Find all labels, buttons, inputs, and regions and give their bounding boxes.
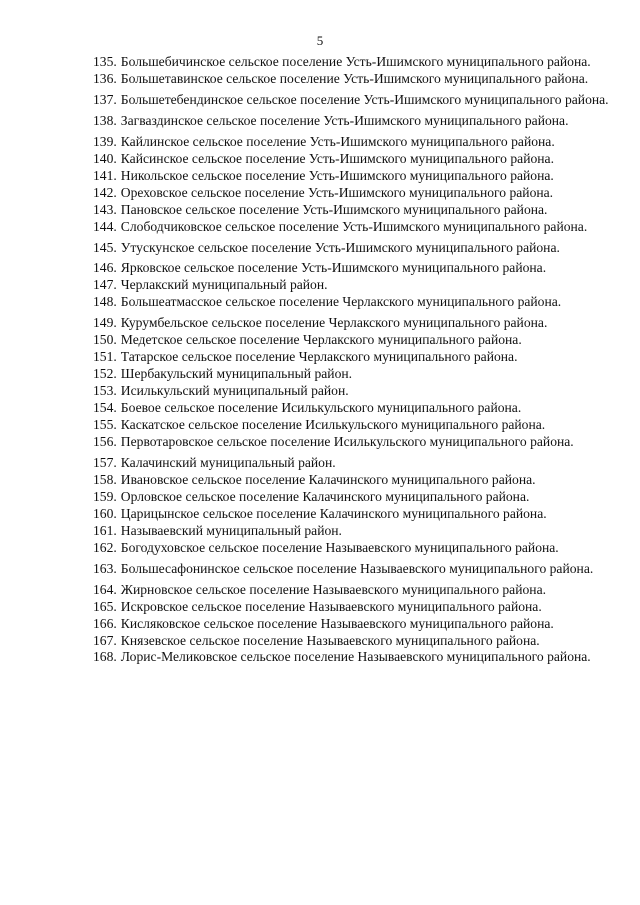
list-item: [57, 649, 613, 666]
list-item: [57, 260, 613, 277]
item-text: Ярковское сельское поселение Усть-Ишимского муниципального района.: [120, 260, 547, 276]
item-text: Утускунское сельское поселение Усть-Ишимского муниципального района.: [120, 239, 560, 255]
item-number: 153.: [93, 383, 117, 399]
list-item: [57, 472, 613, 489]
item-number: 166.: [93, 615, 117, 631]
item-number: 136.: [93, 70, 117, 86]
list-item: [57, 582, 613, 599]
item-text: Боевое сельское поселение Исилькульского муниципального района.: [120, 400, 522, 416]
list-item: [57, 349, 613, 366]
list-item: [57, 315, 613, 332]
item-text: Князевское сельское поселение Называевского муниципального района.: [120, 632, 540, 648]
list-item: [57, 113, 613, 130]
item-text: Исилькульский муниципальный район.: [120, 383, 349, 399]
item-number: 142.: [93, 184, 117, 200]
page-number: 5: [316, 33, 324, 48]
item-text: Кайлинское сельское поселение Усть-Ишимского муниципального района.: [120, 133, 555, 149]
item-text: Никольское сельское поселение Усть-Ишимского муниципального района.: [120, 167, 554, 183]
item-number: 141.: [93, 167, 117, 183]
list-item: [57, 71, 613, 88]
item-text: Ивановское сельское поселение Калачинского муниципального района.: [120, 471, 536, 487]
item-text: Большесафонинское сельское поселение Называевского муниципального района.: [120, 560, 594, 576]
item-text: Искровское сельское поселение Называевского муниципального района.: [120, 598, 542, 614]
list-item: [57, 417, 613, 434]
list-item: [57, 185, 613, 202]
item-text: Большетебендинское сельское поселение Усть-Ишимского муниципального района.: [120, 91, 609, 107]
item-number: 152.: [93, 366, 117, 382]
list-item: [57, 434, 613, 451]
item-text: Большетавинское сельское поселение Усть-Ишимского муниципального района.: [120, 70, 589, 86]
list-item: [57, 455, 613, 472]
list-item: [57, 294, 613, 311]
item-text: Загваздинское сельское поселение Усть-Ишимского муниципального района.: [120, 112, 569, 128]
list-item: [57, 366, 613, 383]
item-text: Лорис-Меликовское сельское поселение Называевского муниципального района.: [120, 649, 591, 665]
list-item: [57, 168, 613, 185]
item-number: 158.: [93, 471, 117, 487]
item-number: 145.: [93, 239, 117, 255]
item-number: 160.: [93, 505, 117, 521]
item-number: 164.: [93, 581, 117, 597]
settlement-list: [57, 54, 613, 666]
item-text: Черлакский муниципальный район.: [120, 277, 328, 293]
list-item: [57, 134, 613, 151]
item-text: Царицынское сельское поселение Калачинского муниципального района.: [120, 505, 547, 521]
item-text: Татарское сельское поселение Черлакского муниципального района.: [120, 349, 518, 365]
item-number: 150.: [93, 332, 117, 348]
item-number: 163.: [93, 560, 117, 576]
item-number: 155.: [93, 417, 117, 433]
item-number: 147.: [93, 277, 117, 293]
item-number: 148.: [93, 294, 117, 310]
list-item: [57, 633, 613, 650]
item-text: Курумбельское сельское поселение Черлакского муниципального района.: [120, 315, 548, 331]
list-item: [57, 489, 613, 506]
item-number: 140.: [93, 150, 117, 166]
item-text: Кисляковское сельское поселение Называевского муниципального района.: [120, 615, 554, 631]
item-number: 143.: [93, 201, 117, 217]
list-item: [57, 616, 613, 633]
item-number: 137.: [93, 91, 117, 107]
list-item: [57, 240, 613, 257]
item-number: 139.: [93, 133, 117, 149]
list-item: [57, 561, 613, 578]
item-number: 159.: [93, 488, 117, 504]
item-number: 157.: [93, 454, 117, 470]
item-number: 162.: [93, 539, 117, 555]
list-item: [57, 202, 613, 219]
item-text: Медетское сельское поселение Черлакского муниципального района.: [120, 332, 522, 348]
item-text: Каскатское сельское поселение Исилькульского муниципального района.: [120, 417, 546, 433]
list-item: [57, 277, 613, 294]
list-item: [57, 540, 613, 557]
item-number: 167.: [93, 632, 117, 648]
item-text: Орловское сельское поселение Калачинского муниципального района.: [120, 488, 530, 504]
item-number: 135.: [93, 54, 117, 69]
list-item: [57, 383, 613, 400]
item-text: Богодуховское сельское поселение Называевского муниципального района.: [120, 539, 559, 555]
list-item: [57, 332, 613, 349]
item-text: Называевский муниципальный район.: [120, 522, 342, 538]
item-text: Кайсинское сельское поселение Усть-Ишимского муниципального района.: [120, 150, 554, 166]
item-text: Калачинский муниципальный район.: [120, 454, 336, 470]
list-item: [57, 400, 613, 417]
item-text: Большебичинское сельское поселение Усть-Ишимского муниципального района.: [120, 54, 591, 69]
item-text: Большеатмасское сельское поселение Черлакского муниципального района.: [120, 294, 562, 310]
list-item: [57, 506, 613, 523]
list-item: [57, 54, 613, 71]
item-number: 138.: [93, 112, 117, 128]
item-number: 165.: [93, 598, 117, 614]
item-number: 156.: [93, 434, 117, 450]
item-text: Пановское сельское поселение Усть-Ишимского муниципального района.: [120, 201, 548, 217]
item-text: Слободчиковское сельское поселение Усть-Ишимского муниципального района.: [120, 218, 588, 234]
list-item: [57, 219, 613, 236]
item-number: 161.: [93, 522, 117, 538]
list-item: [57, 92, 613, 109]
list-item: [57, 599, 613, 616]
list-item: [57, 151, 613, 168]
item-text: Жирновское сельское поселение Называевского муниципального района.: [120, 581, 546, 597]
item-text: Шербакульский муниципальный район.: [120, 366, 353, 382]
item-number: 154.: [93, 400, 117, 416]
list-item: [57, 523, 613, 540]
item-number: 168.: [93, 649, 117, 665]
item-number: 144.: [93, 218, 117, 234]
item-number: 146.: [93, 260, 117, 276]
item-number: 149.: [93, 315, 117, 331]
item-text: Первотаровское сельское поселение Исилькульского муниципального района.: [120, 434, 574, 450]
item-text: Ореховское сельское поселение Усть-Ишимского муниципального района.: [120, 184, 554, 200]
item-number: 151.: [93, 349, 117, 365]
